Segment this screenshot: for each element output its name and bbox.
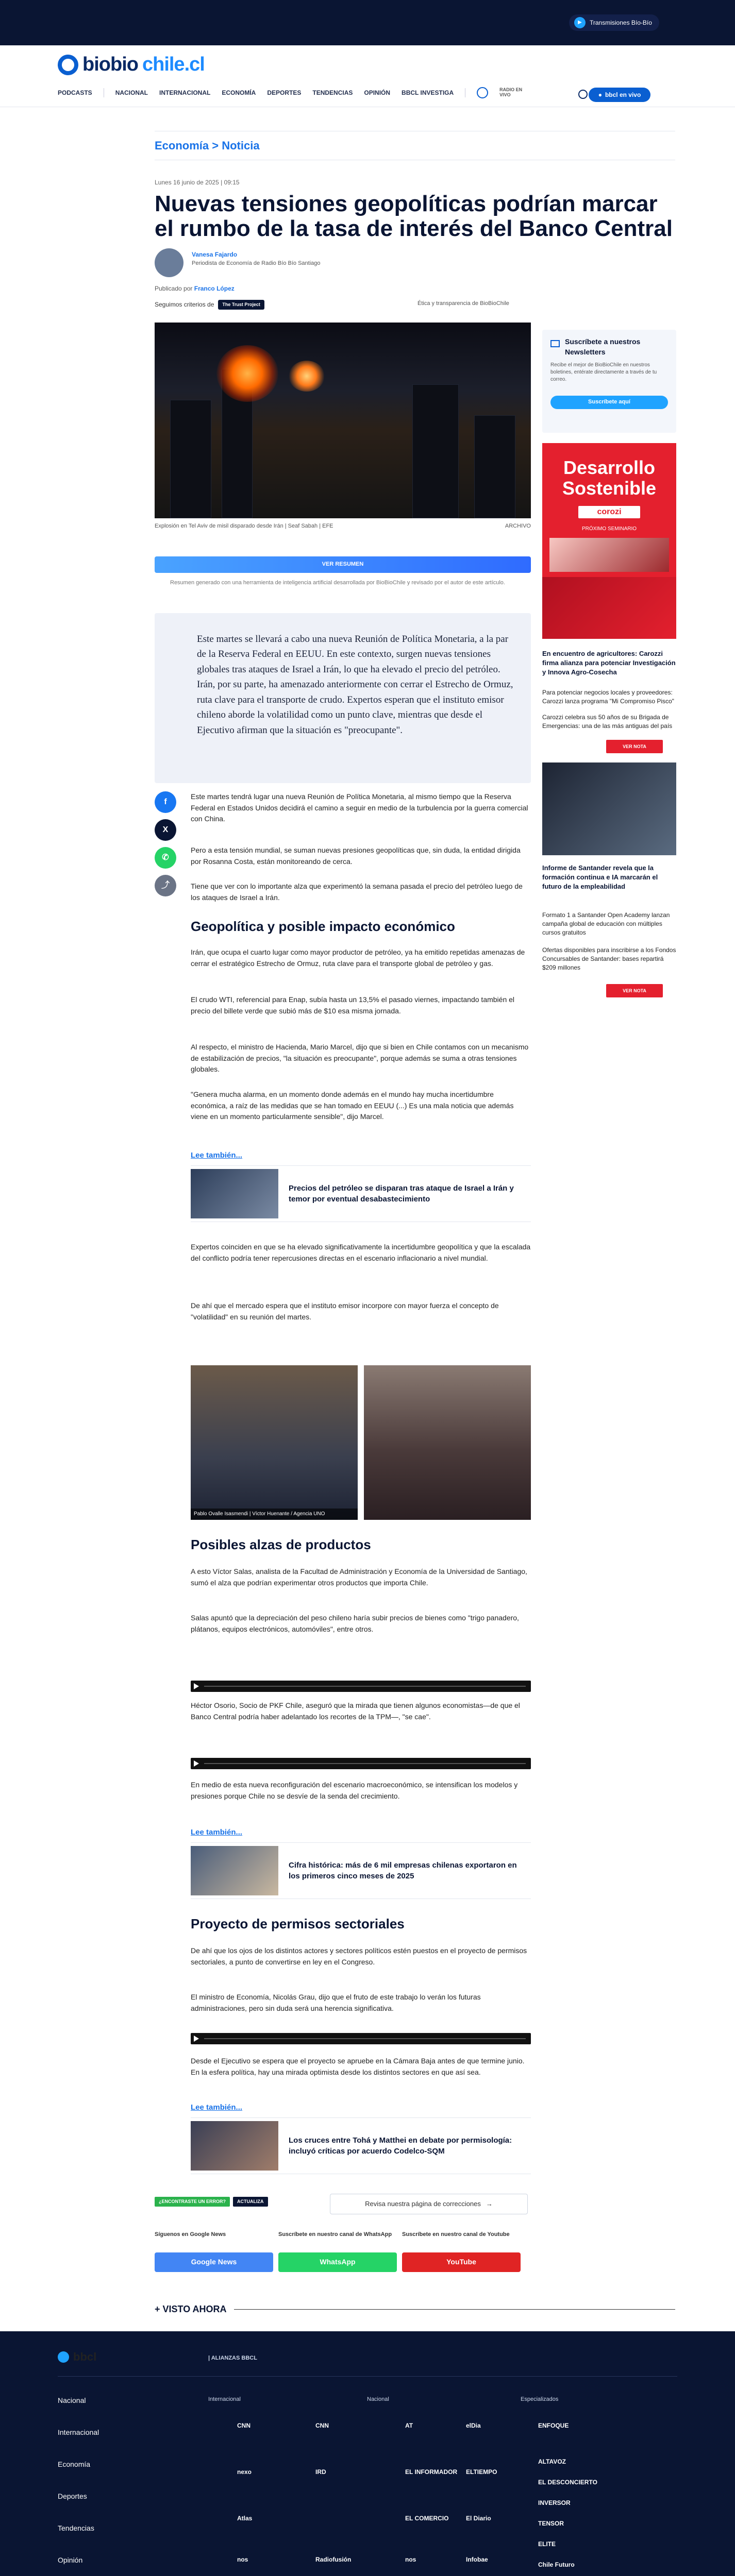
ad-banner	[542, 443, 676, 577]
section-heading: Proyecto de permisos sectoriales	[191, 1916, 405, 1931]
published-prefix: Publicado por	[155, 285, 193, 292]
audio-player[interactable]	[191, 1758, 531, 1769]
tags	[155, 2197, 268, 2207]
alliances-title: | ALIANZAS BBCL	[208, 2355, 257, 2361]
summary-button[interactable]: VER RESUMEN	[155, 556, 531, 573]
section-heading: Geopolítica y posible impacto económico	[191, 919, 455, 934]
newsletter-button[interactable]: Suscríbete aquí	[550, 396, 668, 409]
logo-ring-icon	[58, 2351, 69, 2363]
play-icon[interactable]	[194, 1683, 199, 1689]
nav-internacional[interactable]: INTERNACIONAL	[159, 89, 211, 96]
site-footer	[0, 2331, 735, 2576]
paragraph: Salas apuntó que la depreciación del peso chileno haría subir precios de bienes como "trigo panadero, plátanos, equipos electrónicos, automóviles", entre otros.	[191, 1614, 519, 1633]
sidebar-headline[interactable]: Informe de Santander revela que la formación continua e IA marcarán el futuro de la empleabilidad	[542, 864, 658, 891]
related-title[interactable]: Cifra histórica: más de 6 mil empresas chilenas exportaron en los primeros cinco meses de 2025	[289, 1861, 517, 1880]
live-button[interactable]	[589, 88, 650, 102]
publisher-name[interactable]: Franco López	[194, 285, 235, 292]
main-nav	[58, 86, 527, 100]
arrow-right-icon: →	[486, 2199, 493, 2208]
audio-player[interactable]	[191, 1681, 531, 1692]
logo-ring-icon	[58, 55, 78, 75]
transmissions-pill[interactable]	[569, 14, 659, 31]
nav-tendencias[interactable]: TENDENCIAS	[312, 89, 353, 96]
nav-nacional[interactable]: NACIONAL	[115, 89, 148, 96]
trust-criteria	[155, 300, 264, 310]
author-name[interactable]: Vanesa Fajardo	[192, 251, 238, 258]
author-role: Periodista de Economía de Radio Bío Bío Santiago	[192, 260, 321, 266]
sidebar-ad[interactable]	[542, 443, 676, 752]
ad-cta-button[interactable]: VER NOTA	[606, 740, 663, 753]
photo-left	[191, 1365, 358, 1520]
partner-logo[interactable]: Atlas	[237, 2515, 253, 2522]
whatsapp-button[interactable]: WhatsApp	[278, 2252, 397, 2272]
search-icon[interactable]	[578, 90, 588, 99]
related-thumbnail	[191, 1169, 278, 1218]
ad-title: Desarrollo	[563, 457, 656, 478]
nav-opinion[interactable]: OPINIÓN	[364, 89, 391, 96]
related-article[interactable]	[191, 2117, 531, 2174]
paragraph: El ministro de Economía, Nicolás Grau, dijo que el fruto de este trabajo lo verán los futuras administraciones, pero sin duda será una herencia significativa.	[191, 1993, 481, 2012]
facebook-icon[interactable]: f	[155, 791, 176, 813]
paragraph: Expertos coinciden en que se ha elevado significativamente la incertidumbre geopolítica y que la escalada del conflicto podría tener repercusiones directas en el escenario inflacionario a nivel mundial.	[191, 1243, 531, 1262]
partner-logo[interactable]: nos	[237, 2556, 248, 2563]
paragraph: A esto Víctor Salas, analista de la Facultad de Administración y Economía de la Universidad de Santiago, sumó el alza que podrían experimentar otros productos que importa Chile.	[191, 1567, 527, 1587]
caption-credit: ARCHIVO	[505, 523, 531, 529]
explosion-glow	[216, 345, 278, 402]
author-avatar[interactable]	[155, 248, 183, 277]
sidebar-image	[542, 762, 676, 855]
play-icon[interactable]	[194, 2036, 199, 2042]
radio-icon[interactable]	[477, 87, 488, 98]
criteria-label: Seguimos criterios de	[155, 300, 214, 308]
follow-label: Suscríbete en nuestro canal de WhatsApp	[278, 2231, 392, 2238]
radio-label: RADIO EN VIVO	[499, 87, 523, 97]
partner-logo[interactable]: ALTAVOZ	[538, 2458, 566, 2465]
ad-cta-button[interactable]: VER NOTA	[606, 984, 663, 997]
site-logo[interactable]	[58, 54, 205, 76]
footer-col-title: Especializados	[521, 2396, 559, 2402]
published-by	[155, 284, 235, 293]
follow-label: Síguenos en Google News	[155, 2231, 226, 2238]
paragraph: En medio de esta nueva reconfiguración del escenario macroeconómico, se intensifican los modelos y presiones porque Chile no se desvíe de la senda del crecimiento.	[191, 1781, 518, 1800]
partner-logo[interactable]: Radiofusión	[315, 2556, 352, 2563]
related-thumbnail	[191, 1846, 278, 1895]
live-label: bbcl en vivo	[605, 91, 641, 98]
read-also-label[interactable]: Lee también...	[191, 2103, 243, 2112]
tag-update[interactable]: ACTUALIZA	[233, 2197, 268, 2207]
article-date: Lunes 16 junio de 2025 | 09:15	[155, 179, 240, 186]
breadcrumb[interactable]: Economía > Noticia	[155, 139, 260, 152]
paragraph: Este martes tendrá lugar una nueva Reunión de Política Monetaria, al mismo tiempo que la Reserva Federal en Estados Unidos decidirá el camino a seguir en medio de la turbulencia por la guerra comercial con China.	[191, 792, 528, 823]
progress-bar[interactable]	[204, 1686, 526, 1687]
partner-logo[interactable]: Infobae	[466, 2556, 488, 2563]
mail-icon	[550, 340, 560, 347]
partner-logo[interactable]: EL DESCONCIERTO	[538, 2479, 597, 2486]
ad-brand: corozi	[578, 506, 640, 518]
newsletter-box	[542, 330, 676, 433]
sidebar-item[interactable]: Para potenciar negocios locales y proveedores: Carozzi lanza programa "Mi Compromiso Pisco"	[542, 689, 674, 705]
partner-logo[interactable]: ELTIEMPO	[466, 2468, 497, 2476]
building-shape	[474, 415, 515, 518]
related-article[interactable]	[191, 1842, 531, 1899]
read-also-label[interactable]: Lee también...	[191, 1151, 243, 1160]
nav-deportes[interactable]: DEPORTES	[267, 89, 302, 96]
hero-image	[155, 323, 531, 518]
footer-menu-item[interactable]: Economía	[58, 2460, 91, 2468]
paragraph: Pero a esta tensión mundial, se suman nuevas presiones geopolíticas que, sin duda, la entidad dirigida por Rosanna Costa, están monitoreando de cerca.	[191, 846, 521, 866]
paragraph: De ahí que los ojos de los distintos actores y sectores políticos estén puestos en el proyecto de permisos sectoriales, a punto de convertirse en ley en el Congreso.	[191, 1946, 527, 1966]
progress-bar[interactable]	[204, 1763, 526, 1764]
live-dot-icon: ●	[598, 91, 602, 98]
progress-bar[interactable]	[204, 2038, 526, 2039]
google-news-button[interactable]: Google News	[155, 2252, 273, 2272]
share-icon[interactable]: ⤴	[155, 875, 176, 896]
x-icon[interactable]: X	[155, 819, 176, 841]
partner-logo[interactable]: CNN	[315, 2422, 329, 2429]
whatsapp-icon[interactable]: ✆	[155, 847, 176, 869]
partner-logo[interactable]: ENFOQUE	[538, 2422, 569, 2429]
partner-logo[interactable]: nos	[405, 2556, 416, 2563]
follow-label: Suscríbete en nuestro canal de Youtube	[402, 2231, 510, 2238]
ad-title: Sostenible	[562, 478, 657, 499]
partner-logo[interactable]: ELITE	[538, 2540, 556, 2548]
building-shape	[412, 384, 459, 518]
partner-logo[interactable]: Chile Futuro	[538, 2561, 575, 2568]
related-article[interactable]	[191, 1165, 531, 1222]
logo-suffix: chile.cl	[142, 54, 205, 76]
visto-ahora[interactable]	[155, 2303, 675, 2316]
footer-logo[interactable]	[58, 2349, 96, 2365]
caption-text: Explosión en Tel Aviv de misil disparado desde Irán | Seaf Sabah | EFE	[155, 523, 333, 529]
paragraph: Desde el Ejecutivo se espera que el proyecto se apruebe en la Cámara Baja antes de que termine junio. En la esfera política, hay una mirada optimista desde los distintos sectores en que así sea.	[191, 2057, 525, 2076]
partner-logo[interactable]: EL INFORMADOR	[405, 2468, 458, 2476]
related-thumbnail	[191, 2121, 278, 2171]
ad-image	[542, 577, 676, 639]
related-title[interactable]: Los cruces entre Tohá y Matthei en debate por permisología: incluyó críticas por acuerdo Codelco-SQM	[289, 2136, 512, 2156]
read-also-label[interactable]: Lee también...	[191, 1828, 243, 1837]
sidebar-item[interactable]: Formato 1 a Santander Open Academy lanzan campaña global de educación con múltiples cursos gratuitos	[542, 911, 670, 936]
sidebar-item[interactable]: Carozzi celebra sus 50 años de su Brigada de Emergencias: una de las más antiguas del país	[542, 714, 673, 730]
tag-error[interactable]: ¿ENCONTRASTE UN ERROR?	[155, 2197, 230, 2207]
newsletter-title: Suscríbete a nuestros Newsletters	[565, 337, 641, 356]
partner-logo[interactable]: CNN	[237, 2422, 250, 2429]
image-caption	[155, 522, 531, 530]
building-shape	[170, 400, 211, 518]
play-icon: ▶	[574, 17, 586, 28]
summary-note: Resumen generado con una herramienta de inteligencia artificial desarrollada por BioBioChile y revisado por el autor de este artículo.	[170, 580, 505, 586]
explosion-glow	[289, 361, 325, 392]
section-heading: Posibles alzas de productos	[191, 1537, 371, 1552]
nav-podcasts[interactable]: PODCASTS	[58, 89, 92, 96]
footer-logo-text: bbcl	[73, 2350, 97, 2363]
footer-menu-item[interactable]: Opinión	[58, 2556, 83, 2564]
paragraph: Tiene que ver con lo importante alza que experimentó la semana pasada el precio del petróleo luego de los ataques de Israel a Irán.	[191, 882, 523, 902]
sidebar-item[interactable]: Ofertas disponibles para inscribirse a los Fondos Concursables de Santander: bases repartirá $209 millones	[542, 946, 676, 971]
summary-text: Este martes se llevará a cabo una nueva Reunión de Política Monetaria, a la par de la Reserva Federal en EEUU. En este contexto, surgen nuevas tensiones globales tras ataques de Israel a Irán, lo que ha elevado el precio del petróleo. Irán, por su parte, ha amenazado anteriormente con cerrar el Estrecho de Ormuz, ruta clave para el transporte de crudo. Expertos esperan que el instituto emisor chileno aborde la volatilidad como un punto clave, mientras que desde el Ejecutivo afirman que la situación es "preocupante".	[197, 634, 513, 736]
trust-project-badge[interactable]: The Trust Project	[218, 300, 264, 310]
visto-label: + VISTO AHORA	[155, 2304, 227, 2314]
paragraph: Al respecto, el ministro de Hacienda, Mario Marcel, dijo que si bien en Chile contamos con un mecanismo de estabilización de precios, "la situación es preocupante", porque además se suma a otras tensiones globales.	[191, 1043, 529, 1074]
divider	[58, 2376, 677, 2377]
divider	[234, 2309, 675, 2310]
partner-logo[interactable]: TENSOR	[538, 2520, 564, 2527]
paragraph: Irán, que ocupa el cuarto lugar como mayor productor de petróleo, ya ha emitido repetidas amenazas de cerrar el estratégico Estrecho de Ormuz, ruta clave para el transporte global de petróleo y gas.	[191, 948, 525, 968]
audio-player[interactable]	[191, 2033, 531, 2044]
partner-logo[interactable]: nexo	[237, 2468, 252, 2476]
nav-investiga[interactable]: BBCL INVESTIGA	[402, 89, 454, 96]
footer-menu-item[interactable]: Nacional	[58, 2396, 86, 2404]
partner-logo[interactable]: EL COMERCIO	[405, 2515, 449, 2522]
logo-text: biobio	[82, 54, 138, 76]
related-title[interactable]: Precios del petróleo se disparan tras ataque de Israel a Irán y temor por eventual desabastecimiento	[289, 1184, 514, 1204]
ad-image	[549, 538, 669, 572]
partner-logo[interactable]: El Diario	[466, 2515, 491, 2522]
footer-col-title: Internacional	[208, 2396, 241, 2402]
corrections-link[interactable]	[330, 2194, 528, 2214]
youtube-button[interactable]: YouTube	[402, 2252, 521, 2272]
corrections-label: Revisa nuestra página de correcciones	[365, 2199, 481, 2208]
article-title: Nuevas tensiones geopolíticas podrían marcar el rumbo de la tasa de interés del Banco Central	[155, 191, 673, 242]
photo-right	[364, 1365, 531, 1520]
play-icon[interactable]	[194, 1760, 199, 1767]
footer-menu-item[interactable]: Internacional	[58, 2428, 99, 2436]
transparency-link[interactable]: Ética y transparencia de BioBioChile	[417, 300, 509, 307]
paragraph: Héctor Osorio, Socio de PKF Chile, aseguró que la mirada que tienen algunos economistas—de que el Banco Central podría haber adelantado los recortes de la TPM—, "se cae".	[191, 1701, 520, 1721]
paragraph: "Genera mucha alarma, en un momento donde además en el mundo hay mucha incertidumbre económica, a raíz de las medidas que se han tomado en EEUU (...) Es una mala noticia que además viene en un momento particularmente sensible", dijo Marcel.	[191, 1090, 514, 1121]
twin-photo	[191, 1365, 531, 1520]
footer-menu-item[interactable]: Tendencias	[58, 2524, 94, 2532]
partner-logo[interactable]: AT	[405, 2422, 413, 2429]
partner-logo[interactable]: INVERSOR	[538, 2499, 571, 2506]
pill-label: Transmisiones Bío-Bío	[590, 19, 652, 26]
photo-caption: Pablo Ovalle Isasmendi | Víctor Huenante / Agencia UNO	[191, 1509, 358, 1520]
partner-logo[interactable]: elDia	[466, 2422, 481, 2429]
footer-col-title: Nacional	[367, 2396, 389, 2402]
partner-logo[interactable]: IRD	[315, 2468, 326, 2476]
paragraph: El crudo WTI, referencial para Enap, subía hasta un 13,5% el pasado viernes, impactando también el precio del billete verde que subió más de $10 esa misma jornada.	[191, 995, 515, 1015]
newsletter-desc: Recibe el mejor de BioBioChile en nuestros boletines, entérate directamente a través de tu correo.	[550, 362, 657, 382]
ad-sub: PRÓXIMO SEMINARIO	[581, 526, 637, 532]
paragraph: De ahí que el mercado espera que el instituto emisor incorpore con mayor fuerza el concepto de "volatilidad" en su reunión del martes.	[191, 1301, 499, 1321]
footer-menu-item[interactable]: Deportes	[58, 2492, 87, 2500]
nav-economia[interactable]: ECONOMÍA	[222, 89, 256, 96]
sidebar-headline[interactable]: En encuentro de agricultores: Carozzi firma alianza para potenciar Investigación y Innova Agro-Cosecha	[542, 650, 676, 676]
